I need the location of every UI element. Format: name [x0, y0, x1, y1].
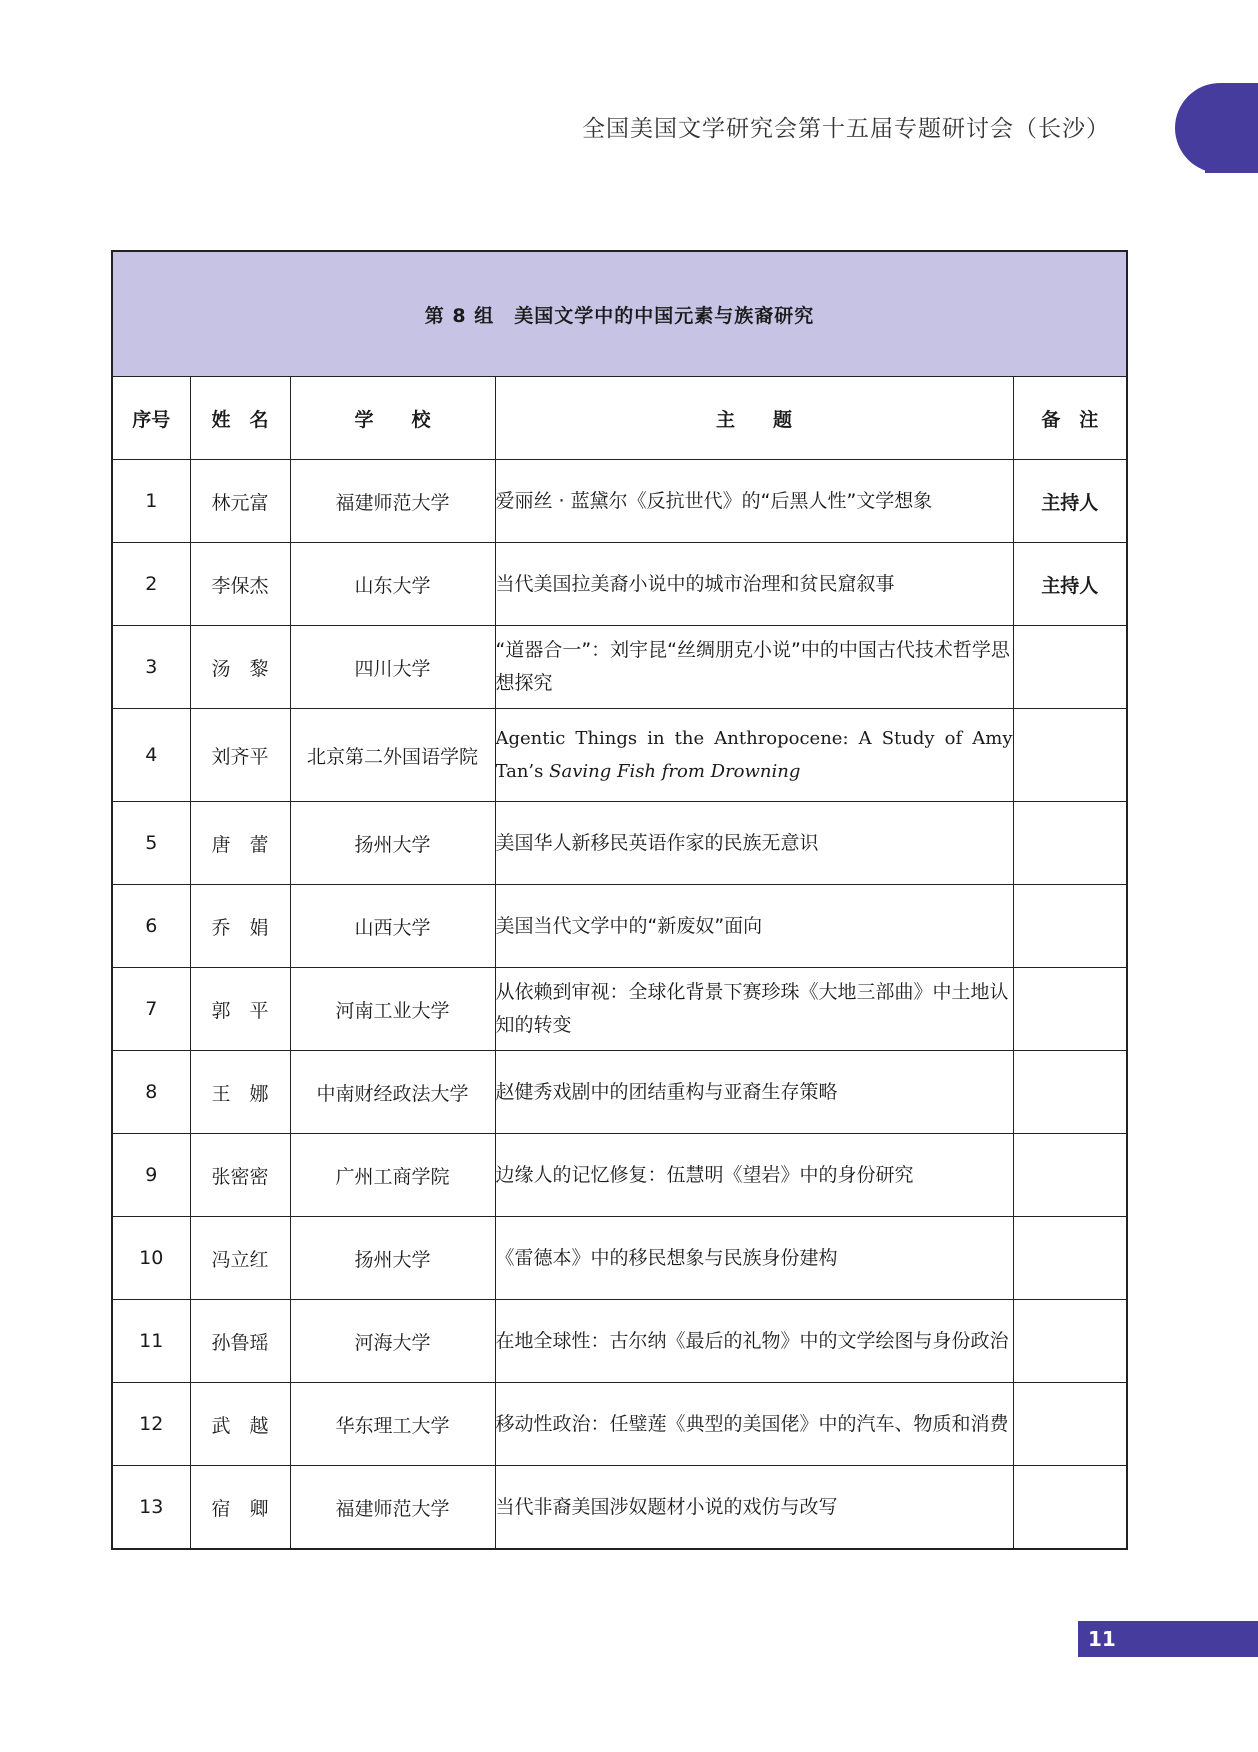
- row-name: 唐 蕾: [190, 802, 290, 885]
- row-number: 12: [112, 1383, 190, 1466]
- row-number: 11: [112, 1300, 190, 1383]
- table-row: [112, 1134, 1127, 1217]
- table-row: [112, 1466, 1127, 1550]
- col-header-school: 学 校: [290, 377, 495, 460]
- row-topic: 从依赖到审视：全球化背景下赛珍珠《大地三部曲》中土地认知的转变: [495, 968, 1013, 1051]
- row-topic: 当代非裔美国涉奴题材小说的戏仿与改写: [495, 1466, 1013, 1550]
- col-header-name: 姓 名: [190, 377, 290, 460]
- row-school: 华东理工大学: [290, 1383, 495, 1466]
- row-topic: 赵健秀戏剧中的团结重构与亚裔生存策略: [495, 1051, 1013, 1134]
- row-number: 2: [112, 543, 190, 626]
- row-number: 5: [112, 802, 190, 885]
- table-row: [112, 1300, 1127, 1383]
- row-name: 张密密: [190, 1134, 290, 1217]
- row-name: 汤 黎: [190, 626, 290, 709]
- row-school: 中南财经政法大学: [290, 1051, 495, 1134]
- row-topic: 边缘人的记忆修复：伍慧明《望岩》中的身份研究: [495, 1134, 1013, 1217]
- group-schedule-table: [111, 250, 1128, 1550]
- table-title: 第 8 组 美国文学中的中国元素与族裔研究: [112, 251, 1127, 377]
- row-topic-prefix: Agentic Things in the Anthropocene: A Study of Amy Tan’s: [495, 728, 1013, 782]
- row-school: 扬州大学: [290, 1217, 495, 1300]
- table-row: [112, 626, 1127, 709]
- row-name: 孙鲁瑶: [190, 1300, 290, 1383]
- row-topic: 当代美国拉美裔小说中的城市治理和贫民窟叙事: [495, 543, 1013, 626]
- row-note: [1013, 885, 1127, 968]
- table-row: [112, 1383, 1127, 1466]
- row-note: [1013, 626, 1127, 709]
- row-school: 四川大学: [290, 626, 495, 709]
- table-row: [112, 460, 1127, 543]
- row-number: 13: [112, 1466, 190, 1550]
- row-school: 福建师范大学: [290, 1466, 495, 1550]
- row-school: 河南工业大学: [290, 968, 495, 1051]
- row-school: 福建师范大学: [290, 460, 495, 543]
- row-note: [1013, 1134, 1127, 1217]
- row-note: 主持人: [1013, 460, 1127, 543]
- table-header-row: [112, 377, 1127, 460]
- row-name: 刘齐平: [190, 709, 290, 802]
- row-topic: 《雷德本》中的移民想象与民族身份建构: [495, 1217, 1013, 1300]
- row-name: 王 娜: [190, 1051, 290, 1134]
- row-topic: 移动性政治：任璧莲《典型的美国佬》中的汽车、物质和消费: [495, 1383, 1013, 1466]
- col-header-number: 序号: [112, 377, 190, 460]
- row-note: 主持人: [1013, 543, 1127, 626]
- col-header-note: 备 注: [1013, 377, 1127, 460]
- row-note: [1013, 1051, 1127, 1134]
- row-note: [1013, 1383, 1127, 1466]
- row-name: 林元富: [190, 460, 290, 543]
- row-number: 1: [112, 460, 190, 543]
- page-number: 11: [1078, 1621, 1258, 1657]
- row-school: 广州工商学院: [290, 1134, 495, 1217]
- corner-tab-decoration: [1175, 83, 1258, 173]
- col-header-topic: 主 题: [495, 377, 1013, 460]
- row-school: 山东大学: [290, 543, 495, 626]
- row-school: 北京第二外国语学院: [290, 709, 495, 802]
- row-school: 河海大学: [290, 1300, 495, 1383]
- row-number: 6: [112, 885, 190, 968]
- table-row: [112, 885, 1127, 968]
- row-name: 乔 娟: [190, 885, 290, 968]
- row-number: 4: [112, 709, 190, 802]
- table-row: [112, 802, 1127, 885]
- row-number: 7: [112, 968, 190, 1051]
- row-topic: 美国华人新移民英语作家的民族无意识: [495, 802, 1013, 885]
- row-name: 李保杰: [190, 543, 290, 626]
- row-note: [1013, 968, 1127, 1051]
- table-row: [112, 968, 1127, 1051]
- row-topic: 美国当代文学中的“新废奴”面向: [495, 885, 1013, 968]
- row-name: 宿 卿: [190, 1466, 290, 1550]
- row-topic: [495, 709, 1013, 802]
- row-name: 郭 平: [190, 968, 290, 1051]
- row-topic: “道器合一”：刘宇昆“丝绸朋克小说”中的中国古代技术哲学思想探究: [495, 626, 1013, 709]
- row-school: 山西大学: [290, 885, 495, 968]
- row-name: 冯立红: [190, 1217, 290, 1300]
- table-row: [112, 543, 1127, 626]
- row-topic-book-title: Saving Fish from Drowning: [549, 761, 801, 782]
- row-number: 9: [112, 1134, 190, 1217]
- row-number: 10: [112, 1217, 190, 1300]
- row-note: [1013, 709, 1127, 802]
- row-note: [1013, 802, 1127, 885]
- row-note: [1013, 1466, 1127, 1550]
- row-school: 扬州大学: [290, 802, 495, 885]
- row-topic: 爱丽丝 · 蓝黛尔《反抗世代》的“后黑人性”文学想象: [495, 460, 1013, 543]
- row-name: 武 越: [190, 1383, 290, 1466]
- corner-tab-line: [1205, 170, 1258, 173]
- running-header: 全国美国文学研究会第十五届专题研讨会（长沙）: [582, 116, 1110, 142]
- row-topic: 在地全球性：古尔纳《最后的礼物》中的文学绘图与身份政治: [495, 1300, 1013, 1383]
- row-note: [1013, 1300, 1127, 1383]
- row-number: 8: [112, 1051, 190, 1134]
- table-row: [112, 1217, 1127, 1300]
- table-row: [112, 1051, 1127, 1134]
- row-number: 3: [112, 626, 190, 709]
- row-note: [1013, 1217, 1127, 1300]
- table-row: [112, 709, 1127, 802]
